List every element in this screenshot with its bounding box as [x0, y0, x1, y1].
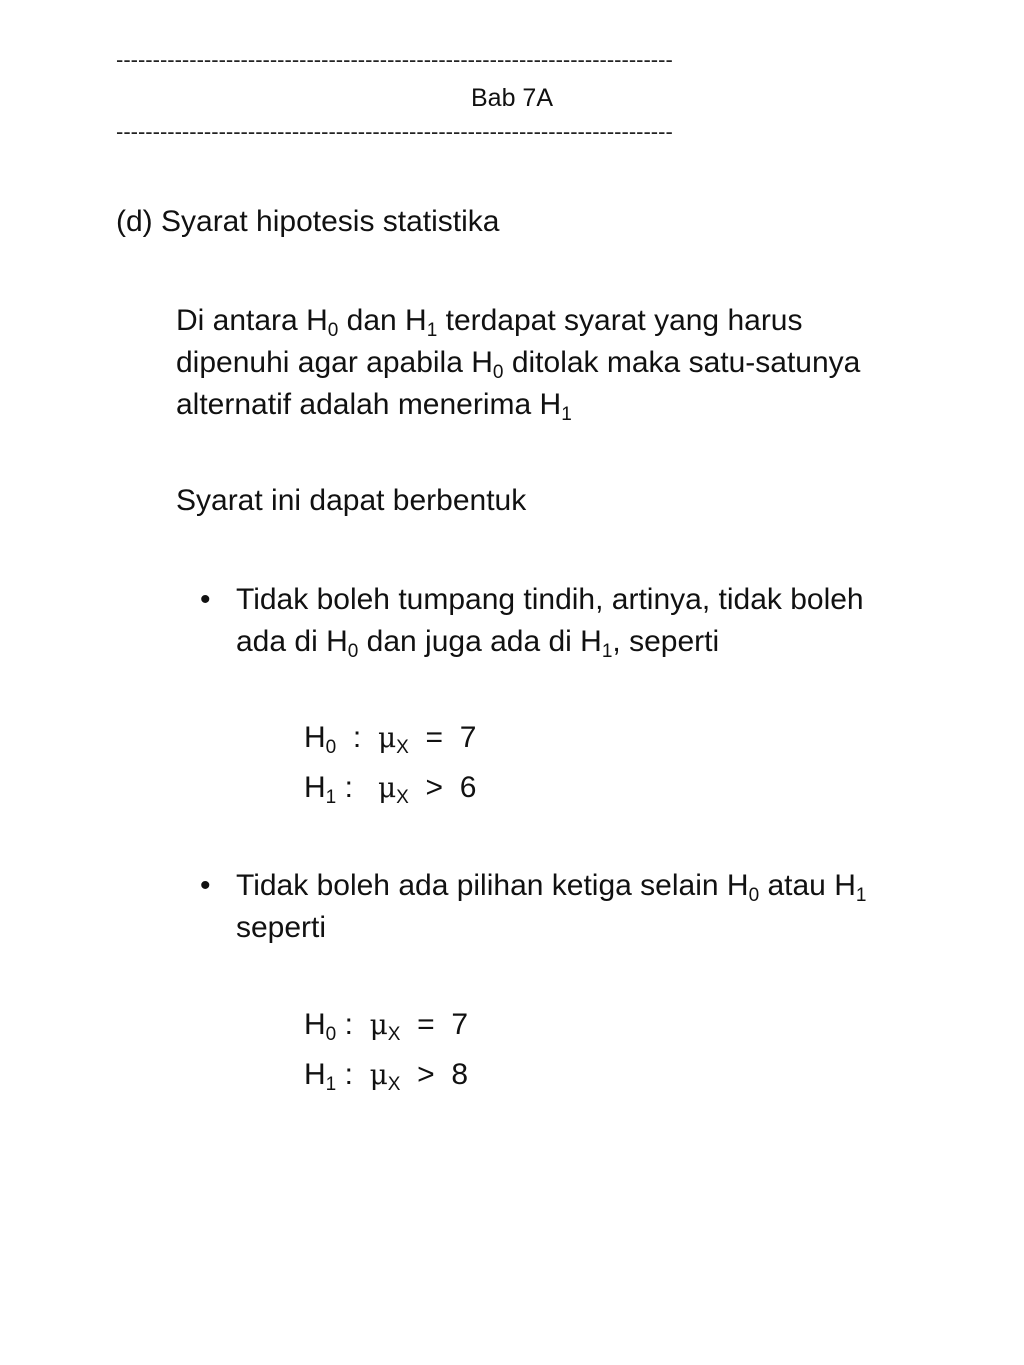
p1-l1-text-a: Di antara H	[176, 304, 328, 337]
section-heading: (d) Syarat hipotesis statistika	[116, 205, 500, 238]
mu-symbol: μ	[369, 1058, 388, 1091]
ex2-h1-letter: H	[304, 1058, 326, 1091]
ex2-h1-relation: > 8	[400, 1058, 469, 1091]
ex2-h0-sub: 0	[325, 1024, 337, 1045]
ex2-h0-letter: H	[304, 1008, 326, 1041]
p1-l3-text-a: alternatif adalah menerima H	[176, 388, 562, 421]
bullet-1-marker: •	[200, 583, 211, 616]
ex1-h1-mu-sub: X	[396, 787, 409, 808]
p1-l1-text-c: terdapat syarat yang harus	[437, 304, 803, 337]
bullet-1-line-2	[236, 621, 719, 663]
ex2-h1-sub: 1	[325, 1074, 337, 1095]
b1-l2-sub-1: 1	[601, 641, 613, 662]
ex1-h1-letter: H	[304, 771, 326, 804]
ex2-h1-colon: :	[336, 1058, 370, 1091]
p1-l1-sub-1: 1	[426, 320, 438, 341]
ex1-h0-letter: H	[304, 721, 326, 754]
b1-l2-text-a: ada di H	[236, 625, 348, 658]
ex2-h0-colon: :	[336, 1008, 370, 1041]
b1-l2-text-b: dan juga ada di H	[358, 625, 602, 658]
example-1-h1	[304, 768, 476, 808]
p1-l2-text-a: dipenuhi agar apabila H	[176, 346, 493, 379]
p1-l2-text-b: ditolak maka satu-satunya	[503, 346, 861, 379]
p1-l3-sub-1: 1	[561, 404, 572, 425]
paragraph-1-line-2	[176, 342, 860, 384]
p1-l2-sub-0: 0	[492, 362, 504, 383]
b1-l2-text-c: , seperti	[612, 625, 720, 658]
ex1-h0-mu-sub: X	[396, 737, 409, 758]
header-rule-bottom: ----------------------------------------------------------------------------	[116, 120, 673, 144]
b2-l1-text-a: Tidak boleh ada pilihan ketiga selain H	[236, 869, 749, 902]
mu-symbol: μ	[369, 1008, 388, 1041]
p1-l1-text-b: dan H	[338, 304, 427, 337]
example-2-h1	[304, 1055, 468, 1095]
ex1-h1-colon: :	[336, 771, 378, 804]
b1-l2-sub-0: 0	[347, 641, 359, 662]
ex1-h0-relation: = 7	[408, 721, 477, 754]
paragraph-2: Syarat ini dapat berbentuk	[176, 484, 527, 517]
ex2-h0-relation: = 7	[400, 1008, 469, 1041]
p1-l1-sub-0: 0	[327, 320, 339, 341]
mu-symbol: μ	[377, 771, 397, 804]
ex1-h0-sub: 0	[325, 737, 337, 758]
example-1-h0	[304, 718, 476, 758]
chapter-title: Bab 7A	[470, 84, 553, 112]
paragraph-1-line-3	[176, 384, 572, 426]
b2-l1-text-b: atau H	[759, 869, 856, 902]
ex2-h1-mu-sub: X	[387, 1074, 401, 1095]
example-2-h0	[304, 1005, 468, 1045]
paragraph-1-line-1	[176, 300, 803, 342]
ex1-h1-sub: 1	[325, 787, 337, 808]
b2-l1-sub-1: 1	[855, 885, 867, 906]
bullet-1-line-1: Tidak boleh tumpang tindih, artinya, tidak boleh	[236, 583, 864, 616]
b2-l1-sub-0: 0	[748, 885, 760, 906]
ex2-h0-mu-sub: X	[387, 1024, 401, 1045]
mu-symbol: μ	[377, 721, 397, 754]
bullet-2-line-2: seperti	[236, 911, 327, 944]
ex1-h1-relation: > 6	[408, 771, 477, 804]
bullet-2-line-1	[236, 865, 866, 907]
bullet-2-marker: •	[200, 869, 211, 902]
ex1-h0-colon: :	[336, 721, 378, 754]
header-rule-top: ----------------------------------------------------------------------------	[116, 48, 673, 72]
